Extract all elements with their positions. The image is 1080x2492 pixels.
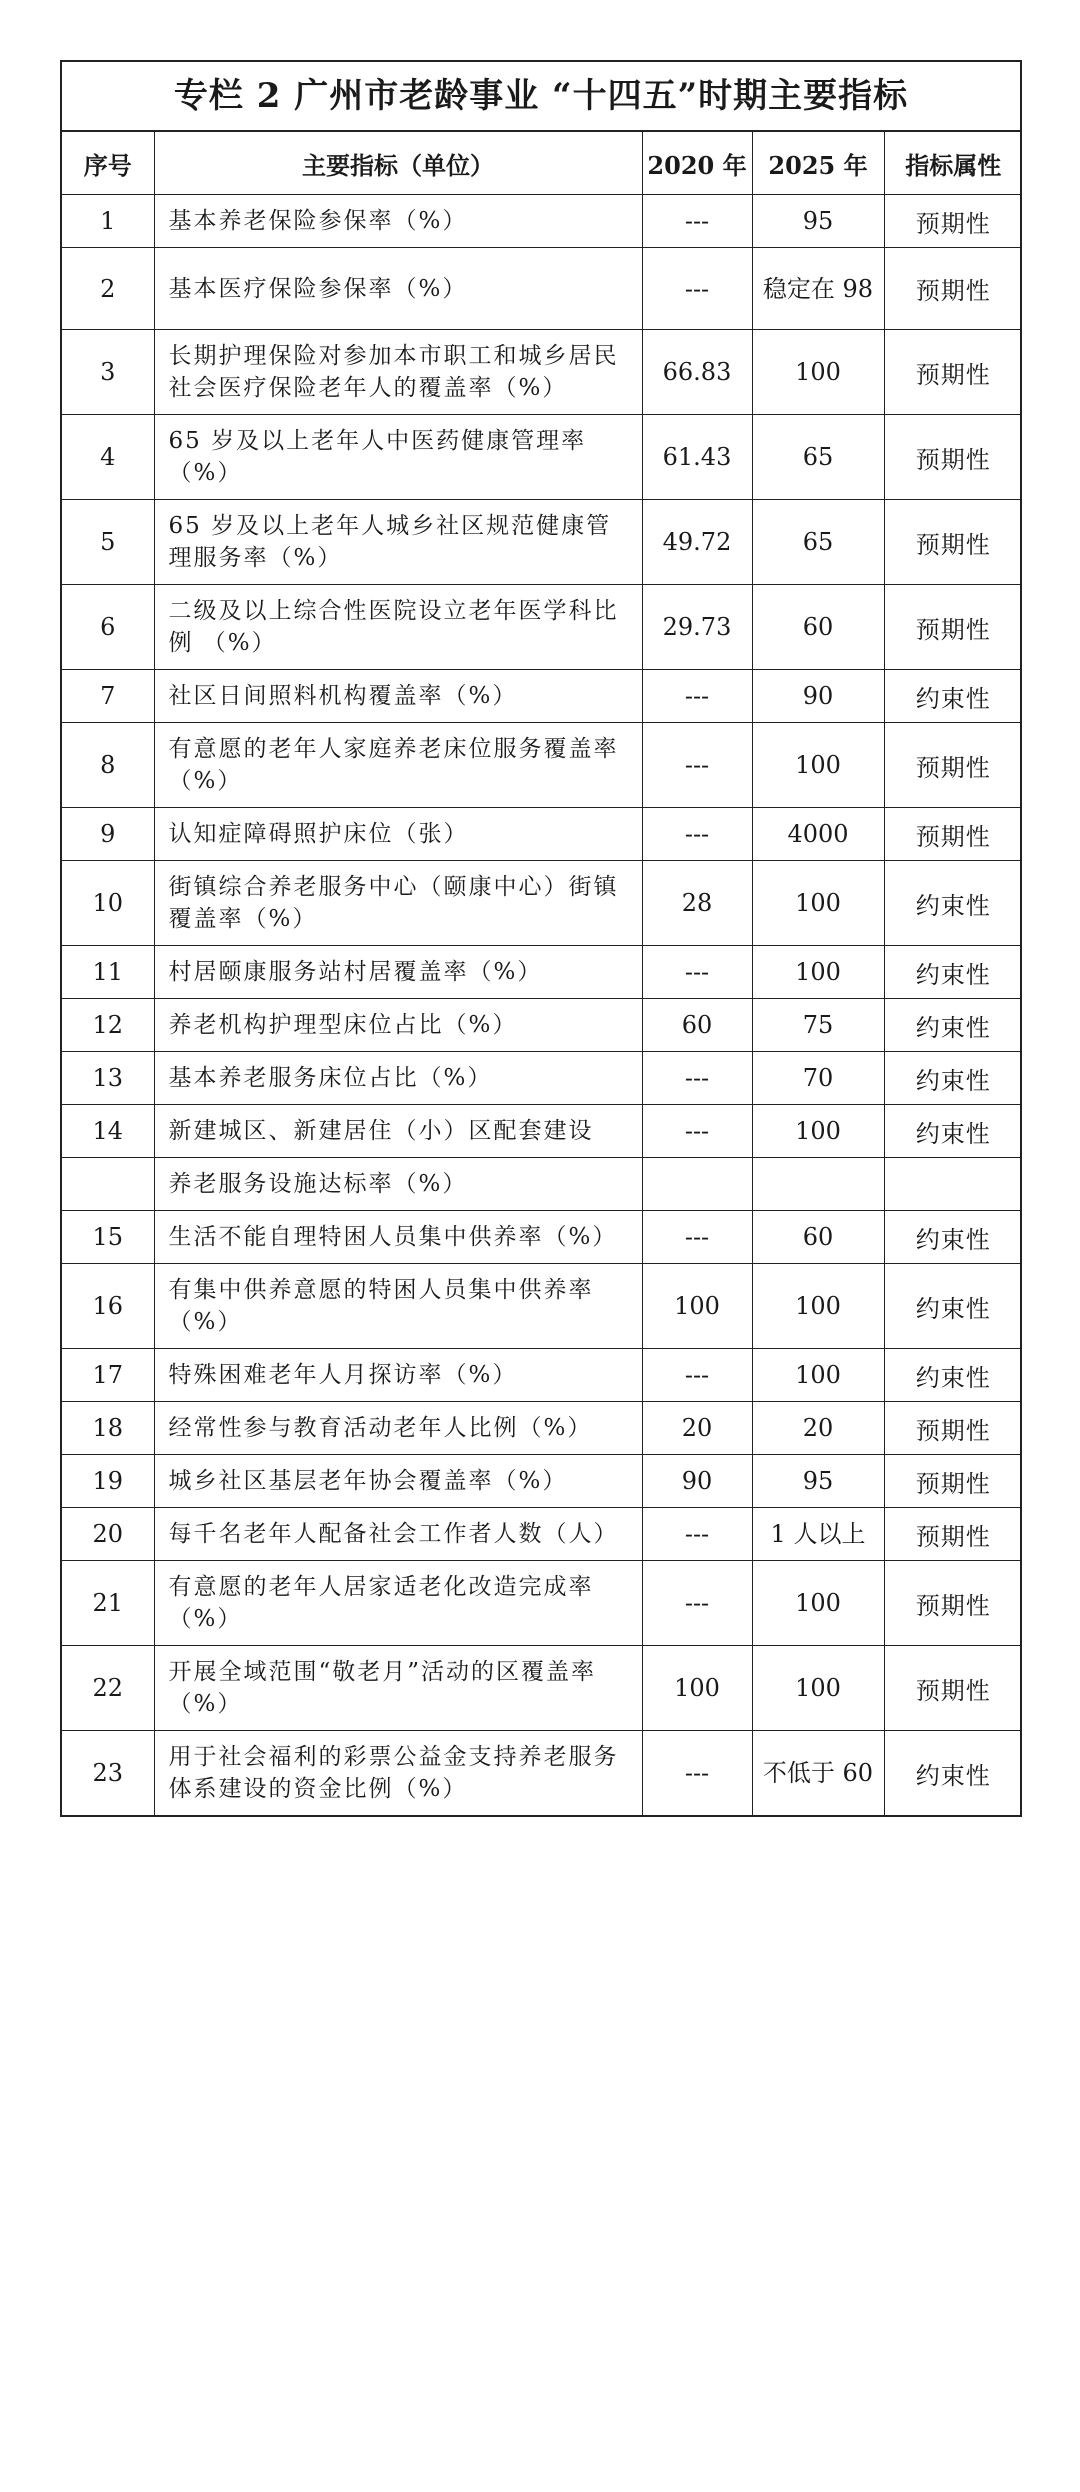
cell-seq: 22 [62, 1646, 154, 1731]
cell-seq: 1 [62, 195, 154, 248]
cell-2025: 75 [752, 999, 884, 1052]
cell-2020: --- [642, 946, 752, 999]
table-row [62, 808, 1022, 861]
cell-seq: 8 [62, 723, 154, 808]
cell-attribute: 约束性 [884, 1052, 1022, 1105]
cell-attribute: 预期性 [884, 1646, 1022, 1731]
cell-seq: 9 [62, 808, 154, 861]
cell-seq: 23 [62, 1731, 154, 1816]
table-title: 专栏 2 广州市老龄事业 “十四五”时期主要指标 [62, 62, 1020, 132]
cell-2025: 95 [752, 1455, 884, 1508]
table-row [62, 1508, 1022, 1561]
table-row [62, 1402, 1022, 1455]
cell-2025 [752, 1158, 884, 1211]
cell-seq: 18 [62, 1402, 154, 1455]
table-row [62, 585, 1022, 670]
cell-2020 [642, 1158, 752, 1211]
cell-indicator: 基本养老服务床位占比（%） [154, 1052, 642, 1105]
cell-2025: 不低于 60 [752, 1731, 884, 1816]
cell-2025: 100 [752, 1264, 884, 1349]
cell-seq: 7 [62, 670, 154, 723]
cell-2025: 100 [752, 1105, 884, 1158]
cell-2025: 100 [752, 861, 884, 946]
table-row [62, 1561, 1022, 1646]
cell-indicator: 长期护理保险对参加本市职工和城乡居民社会医疗保险老年人的覆盖率（%） [154, 330, 642, 415]
cell-indicator: 特殊困难老年人月探访率（%） [154, 1349, 642, 1402]
cell-attribute: 预期性 [884, 1402, 1022, 1455]
cell-indicator: 二级及以上综合性医院设立老年医学科比例 （%） [154, 585, 642, 670]
cell-indicator: 每千名老年人配备社会工作者人数（人） [154, 1508, 642, 1561]
cell-seq: 14 [62, 1105, 154, 1158]
cell-2025: 100 [752, 723, 884, 808]
cell-2025: 1 人以上 [752, 1508, 884, 1561]
cell-attribute: 预期性 [884, 248, 1022, 330]
cell-2020: --- [642, 808, 752, 861]
cell-indicator: 有意愿的老年人家庭养老床位服务覆盖率（%） [154, 723, 642, 808]
table-row [62, 861, 1022, 946]
cell-indicator: 养老服务设施达标率（%） [154, 1158, 642, 1211]
cell-indicator: 养老机构护理型床位占比（%） [154, 999, 642, 1052]
cell-indicator: 新建城区、新建居住（小）区配套建设 [154, 1105, 642, 1158]
cell-attribute: 预期性 [884, 585, 1022, 670]
cell-2020: 100 [642, 1264, 752, 1349]
cell-2020: --- [642, 1731, 752, 1816]
cell-indicator: 基本医疗保险参保率（%） [154, 248, 642, 330]
cell-2020: --- [642, 1052, 752, 1105]
cell-attribute: 约束性 [884, 861, 1022, 946]
cell-indicator: 65 岁及以上老年人城乡社区规范健康管理服务率（%） [154, 500, 642, 585]
cell-2020: --- [642, 195, 752, 248]
cell-attribute: 约束性 [884, 1349, 1022, 1402]
cell-2020: --- [642, 1561, 752, 1646]
cell-attribute: 预期性 [884, 1455, 1022, 1508]
cell-indicator: 街镇综合养老服务中心（颐康中心）街镇覆盖率（%） [154, 861, 642, 946]
cell-2025: 70 [752, 1052, 884, 1105]
cell-2025: 60 [752, 1211, 884, 1264]
table-row [62, 1646, 1022, 1731]
cell-indicator: 开展全域范围“敬老月”活动的区覆盖率（%） [154, 1646, 642, 1731]
cell-2025: 100 [752, 330, 884, 415]
header-2025: 2025 年 [752, 132, 884, 195]
cell-attribute: 预期性 [884, 330, 1022, 415]
cell-2020: 66.83 [642, 330, 752, 415]
cell-seq: 20 [62, 1508, 154, 1561]
cell-attribute: 预期性 [884, 808, 1022, 861]
indicator-table [62, 132, 1022, 1815]
cell-2025: 稳定在 98 [752, 248, 884, 330]
cell-2025: 65 [752, 415, 884, 500]
cell-2025: 90 [752, 670, 884, 723]
cell-seq: 6 [62, 585, 154, 670]
cell-attribute: 约束性 [884, 1105, 1022, 1158]
table-row [62, 1105, 1022, 1158]
cell-attribute: 约束性 [884, 670, 1022, 723]
cell-seq [62, 1158, 154, 1211]
cell-seq: 21 [62, 1561, 154, 1646]
header-2020: 2020 年 [642, 132, 752, 195]
table-row [62, 1455, 1022, 1508]
cell-2020: --- [642, 1211, 752, 1264]
table-row [62, 999, 1022, 1052]
cell-attribute: 预期性 [884, 1508, 1022, 1561]
cell-2020: 20 [642, 1402, 752, 1455]
cell-indicator: 城乡社区基层老年协会覆盖率（%） [154, 1455, 642, 1508]
header-row [62, 132, 1022, 195]
cell-2025: 4000 [752, 808, 884, 861]
cell-2020: 49.72 [642, 500, 752, 585]
table-row [62, 670, 1022, 723]
cell-2020: --- [642, 1105, 752, 1158]
cell-seq: 2 [62, 248, 154, 330]
table-row [62, 1349, 1022, 1402]
table-row [62, 1731, 1022, 1816]
cell-seq: 11 [62, 946, 154, 999]
table-row [62, 1211, 1022, 1264]
table-row [62, 330, 1022, 415]
table-row [62, 723, 1022, 808]
table-row [62, 195, 1022, 248]
table-row [62, 1264, 1022, 1349]
cell-seq: 13 [62, 1052, 154, 1105]
cell-2020: --- [642, 1508, 752, 1561]
cell-seq: 10 [62, 861, 154, 946]
cell-attribute: 约束性 [884, 999, 1022, 1052]
cell-attribute: 预期性 [884, 195, 1022, 248]
cell-2020: 60 [642, 999, 752, 1052]
table-row [62, 500, 1022, 585]
table-row [62, 946, 1022, 999]
cell-seq: 3 [62, 330, 154, 415]
cell-indicator: 用于社会福利的彩票公益金支持养老服务体系建设的资金比例（%） [154, 1731, 642, 1816]
table-row [62, 415, 1022, 500]
cell-indicator: 认知症障碍照护床位（张） [154, 808, 642, 861]
cell-2020: --- [642, 248, 752, 330]
cell-attribute: 约束性 [884, 1211, 1022, 1264]
cell-2025: 60 [752, 585, 884, 670]
cell-2020: 29.73 [642, 585, 752, 670]
cell-indicator: 经常性参与教育活动老年人比例（%） [154, 1402, 642, 1455]
cell-indicator: 基本养老保险参保率（%） [154, 195, 642, 248]
cell-seq: 5 [62, 500, 154, 585]
cell-2020: --- [642, 1349, 752, 1402]
header-indicator: 主要指标（单位） [154, 132, 642, 195]
indicator-table-panel [60, 60, 1022, 1817]
cell-indicator: 生活不能自理特困人员集中供养率（%） [154, 1211, 642, 1264]
table-row [62, 248, 1022, 330]
cell-indicator: 65 岁及以上老年人中医药健康管理率（%） [154, 415, 642, 500]
cell-2025: 100 [752, 946, 884, 999]
cell-2020: --- [642, 723, 752, 808]
cell-seq: 12 [62, 999, 154, 1052]
cell-2020: 28 [642, 861, 752, 946]
cell-2025: 100 [752, 1646, 884, 1731]
cell-indicator: 社区日间照料机构覆盖率（%） [154, 670, 642, 723]
cell-attribute: 约束性 [884, 1731, 1022, 1816]
cell-indicator: 有集中供养意愿的特困人员集中供养率（%） [154, 1264, 642, 1349]
cell-2025: 100 [752, 1349, 884, 1402]
cell-attribute: 预期性 [884, 1561, 1022, 1646]
cell-attribute: 约束性 [884, 946, 1022, 999]
cell-2025: 100 [752, 1561, 884, 1646]
cell-2020: --- [642, 670, 752, 723]
cell-seq: 15 [62, 1211, 154, 1264]
cell-2025: 95 [752, 195, 884, 248]
cell-seq: 16 [62, 1264, 154, 1349]
cell-seq: 19 [62, 1455, 154, 1508]
cell-2025: 65 [752, 500, 884, 585]
cell-attribute [884, 1158, 1022, 1211]
cell-seq: 17 [62, 1349, 154, 1402]
cell-2020: 90 [642, 1455, 752, 1508]
cell-2020: 61.43 [642, 415, 752, 500]
cell-seq: 4 [62, 415, 154, 500]
cell-2025: 20 [752, 1402, 884, 1455]
table-row [62, 1158, 1022, 1211]
cell-attribute: 预期性 [884, 723, 1022, 808]
header-seq: 序号 [62, 132, 154, 195]
cell-attribute: 预期性 [884, 415, 1022, 500]
header-attribute: 指标属性 [884, 132, 1022, 195]
cell-indicator: 村居颐康服务站村居覆盖率（%） [154, 946, 642, 999]
cell-attribute: 预期性 [884, 500, 1022, 585]
table-row [62, 1052, 1022, 1105]
cell-indicator: 有意愿的老年人居家适老化改造完成率（%） [154, 1561, 642, 1646]
cell-attribute: 约束性 [884, 1264, 1022, 1349]
cell-2020: 100 [642, 1646, 752, 1731]
